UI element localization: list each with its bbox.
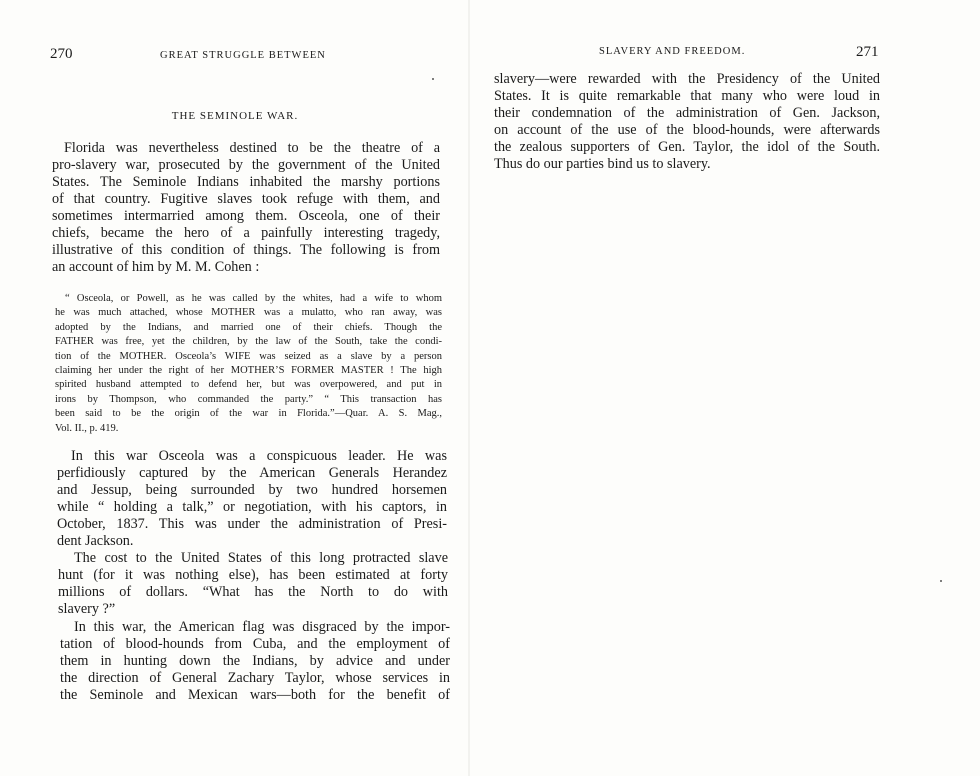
text-line: chiefs, became the hero of a painfully interesting tragedy,	[52, 225, 440, 241]
text-line: States. The Seminole Indians inhabited the marshy portions	[52, 174, 440, 190]
text-line: In this war Osceola was a conspicuous leader. He was	[71, 448, 447, 464]
left-page-number: 270	[50, 46, 73, 62]
scan-speck	[432, 78, 434, 80]
text-line: States. It is quite remarkable that many who were loud in	[494, 88, 880, 104]
text-line: their condemnation of the administration of Gen. Jackson,	[494, 105, 880, 121]
text-line: and Jessup, being surrounded by two hundred horsemen	[57, 482, 447, 498]
quotation-block	[55, 292, 442, 436]
text-line: millions of dollars. “What has the North to do with	[58, 584, 448, 600]
text-line: slavery—were rewarded with the Presidency of the United	[494, 71, 880, 87]
right-page	[470, 0, 980, 776]
text-line: the Seminole and Mexican wars—both for the benefit of	[60, 687, 450, 703]
text-line: dent Jackson.	[57, 533, 134, 549]
right-running-head: SLAVERY AND FREEDOM.	[599, 46, 746, 57]
paragraph-osceola-intro	[52, 140, 440, 276]
quote-line: irons by Thompson, who commanded the party.” “ This transaction has	[55, 393, 442, 405]
text-line: while “ holding a talk,” or negotiation, with his captors, in	[57, 499, 447, 515]
text-line: on account of the use of the blood-hounds, were afterwards	[494, 122, 880, 138]
text-line: the direction of General Zachary Taylor, whose services in	[60, 670, 450, 686]
paragraph-cost	[58, 550, 448, 618]
paragraph-bloodhounds	[60, 619, 450, 704]
text-line: tation of blood-hounds from Cuba, and the employment of	[60, 636, 450, 652]
text-line: of that country. Fugitive slaves took refuge with them, and	[52, 191, 440, 207]
text-line: The cost to the United States of this long protracted slave	[74, 550, 448, 566]
quote-line: spirited husband attempted to defend her, but was overpowered, and put in	[55, 379, 442, 391]
text-line: Thus do our parties bind us to slavery.	[494, 156, 711, 172]
text-line: October, 1837. This was under the administration of Presi-	[57, 516, 447, 532]
paragraph-presidency	[494, 71, 880, 173]
text-line: sometimes intermarried among them. Osceola, one of their	[52, 208, 440, 224]
text-line: perfidiously captured by the American Generals Herandez	[57, 465, 447, 481]
left-running-head: GREAT STRUGGLE BETWEEN	[160, 50, 326, 61]
text-line: an account of him by M. M. Cohen :	[52, 259, 260, 275]
text-line: Florida was nevertheless destined to be the theatre of a	[64, 140, 440, 156]
quote-line: tion of the MOTHER. Osceola’s WIFE was seized as a slave by a person	[55, 350, 442, 362]
quote-line: he was much attached, whose MOTHER was a mulatto, who ran away, was	[55, 307, 442, 319]
quote-line: “ Osceola, or Powell, as he was called by the whites, had a wife to whom	[65, 293, 442, 304]
quote-line: FATHER was free, yet the children, by the law of the South, take the condi-	[55, 336, 442, 348]
quote-line: been said to be the origin of the war in Florida.”—Quar. A. S. Mag.,	[55, 408, 442, 420]
text-line: them in hunting down the Indians, by advice and under	[60, 653, 450, 669]
quote-line: Vol. II., p. 419.	[55, 422, 119, 434]
text-line: In this war, the American flag was disgraced by the impor-	[74, 619, 450, 635]
text-line: pro-slavery war, prosecuted by the government of the United	[52, 157, 440, 173]
text-line: illustrative of this condition of things. The following is from	[52, 242, 440, 258]
text-line: the zealous supporters of Gen. Taylor, the idol of the South.	[494, 139, 880, 155]
text-line: slavery ?”	[58, 601, 116, 617]
paragraph-capture	[57, 448, 447, 550]
text-line: hunt (for it was nothing else), has been estimated at forty	[58, 567, 448, 583]
quote-line: adopted by the Indians, and married one of their chiefs. Though the	[55, 321, 442, 333]
right-page-number: 271	[856, 44, 879, 60]
left-page	[0, 0, 470, 776]
quote-line: claiming her under the right of her MOTHER’S FORMER MASTER ! The high	[55, 364, 442, 376]
section-title: THE SEMINOLE WAR.	[171, 110, 299, 122]
scan-speck	[940, 580, 942, 582]
